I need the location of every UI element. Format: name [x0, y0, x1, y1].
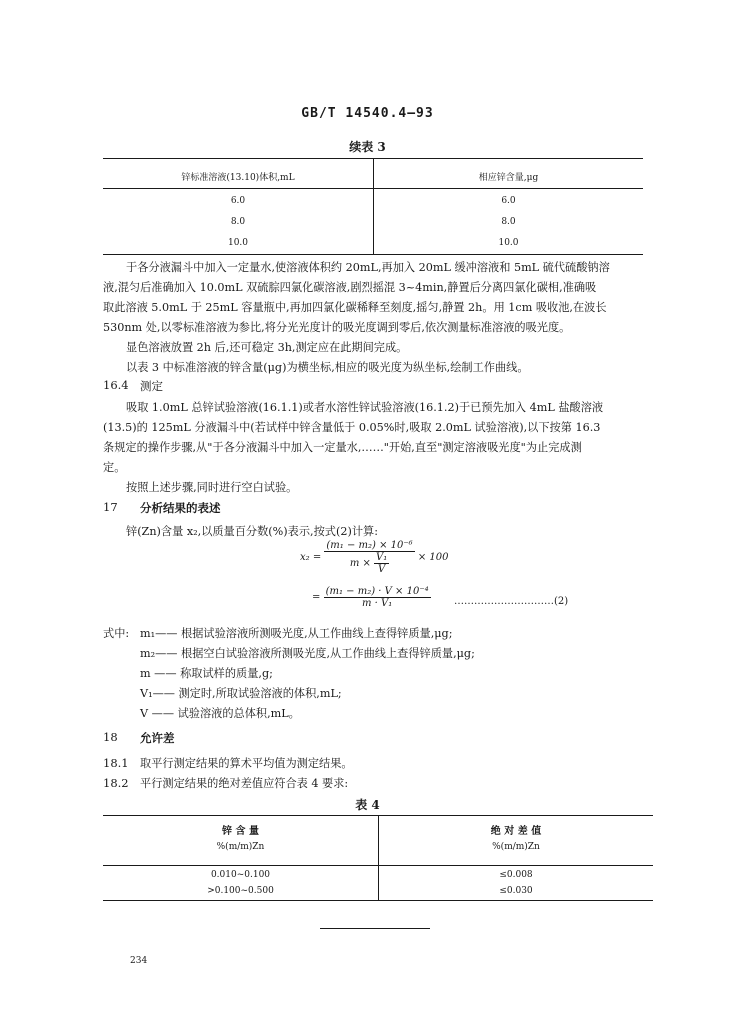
table4-cell: 0.010~0.100 — [210, 870, 271, 880]
page-number: 234 — [130, 956, 148, 966]
paragraph-line: 定。 — [103, 461, 126, 474]
formula-eq: = — [312, 592, 321, 603]
formula-den-m: m × — [349, 558, 371, 569]
formula-lhs: x₂ = — [300, 552, 322, 563]
section-title: 允许差 — [140, 731, 175, 745]
paragraph-line: 按照上述步骤,同时进行空白试验。 — [126, 481, 298, 494]
table4-col2-header: 绝 对 差 值 — [490, 826, 542, 837]
table3-cell: 10.0 — [498, 238, 519, 248]
section-number: 17 — [103, 500, 118, 514]
end-rule — [320, 928, 430, 929]
table3-cell: 8.0 — [230, 217, 246, 227]
section-number: 18.1 — [103, 756, 129, 770]
where-item: V —— 试验溶液的总体积,mL。 — [140, 707, 300, 720]
paragraph-line: 吸取 1.0mL 总锌试验溶液(16.1.1)或者水溶性锌试验溶液(16.1.2)于已预先加入 4mL 盐酸溶液 — [126, 401, 604, 414]
section-number: 16.4 — [103, 378, 129, 392]
paragraph-line: 液,混匀后准确加入 10.0mL 双硫腙四氯化碳溶液,剧烈摇混 3~4min,静置后分离四氯化碳相,准确吸 — [103, 281, 597, 294]
formula-inner-fraction — [374, 552, 389, 575]
where-item: m₁—— 根据试验溶液所测吸光度,从工作曲线上查得锌质量,μg; — [140, 627, 453, 640]
table4-cell: >0.100~0.500 — [207, 886, 274, 896]
formula-tag: …………………………(2) — [454, 596, 569, 607]
formula-numerator: (m₁ − m₂) · V × 10⁻⁴ — [325, 586, 429, 597]
paragraph-line: 取平行测定结果的算术平均值为测定结果。 — [140, 757, 353, 770]
section-title: 测定 — [140, 379, 163, 393]
paragraph-line: 锌(Zn)含量 x₂,以质量百分数(%)表示,按式(2)计算: — [126, 525, 378, 538]
paragraph-line: 取此溶液 5.0mL 于 25mL 容量瓶中,再加四氯化碳稀释至刻度,摇匀,静置 2h。用 1cm 吸收池,在波长 — [103, 301, 607, 314]
table3-cell: 6.0 — [230, 196, 246, 206]
standard-number-header: GB/T 14540.4—93 — [301, 106, 434, 121]
table4-col1-subheader: %(m/m)Zn — [216, 842, 265, 852]
where-intro: 式中: — [103, 627, 130, 640]
table4-bottom-rule — [103, 900, 653, 901]
formula-fraction — [324, 586, 431, 609]
formula-line-2 — [312, 586, 431, 609]
table3-col1-header: 锌标准溶液(13.10)体积,mL — [181, 173, 295, 183]
formula-denominator — [324, 552, 414, 575]
section-title: 分析结果的表述 — [140, 501, 221, 515]
formula-inner-num: V₁ — [376, 552, 388, 563]
table3-header-rule — [103, 188, 643, 189]
formula-tail: × 100 — [417, 552, 449, 563]
where-item: m —— 称取试样的质量,g; — [140, 667, 273, 680]
paragraph-line: 条规定的操作步骤,从"于各分液漏斗中加入一定量水,……"开始,直至"测定溶液吸光度"为止完成测 — [103, 441, 582, 454]
table3-caption: 续表 3 — [349, 140, 386, 154]
table4-caption: 表 4 — [355, 798, 380, 812]
table4-cell: ≤0.030 — [499, 886, 533, 896]
paragraph-line: 于各分液漏斗中加入一定量水,使溶液体积约 20mL,再加入 20mL 缓冲溶液和 5mL 硫代硫酸钠溶 — [126, 261, 610, 274]
paragraph-line: (13.5)的 125mL 分液漏斗中(若试样中锌含量低于 0.05%时,吸取 2.0mL 试验溶液),以下按第 16.3 — [103, 421, 601, 434]
table4-col2-subheader: %(m/m)Zn — [492, 842, 540, 852]
formula-fraction — [324, 540, 414, 575]
table3-cell: 10.0 — [227, 238, 249, 248]
table4-header-rule — [103, 865, 653, 866]
paragraph-line: 显色溶液放置 2h 后,还可稳定 3h,测定应在此期间完成。 — [126, 341, 408, 354]
formula-denominator: m · V₁ — [361, 598, 393, 609]
table4-col1-header: 锌 含 量 — [222, 826, 259, 837]
formula-inner-den: V — [378, 564, 386, 575]
table4-cell: ≤0.008 — [499, 870, 533, 880]
where-item: V₁—— 测定时,所取试验溶液的体积,mL; — [140, 687, 342, 700]
table3-col2-header: 相应锌含量,μg — [478, 173, 539, 183]
table3-cell: 6.0 — [501, 196, 516, 206]
where-item: m₂—— 根据空白试验溶液所测吸光度,从工作曲线上查得锌质量,μg; — [140, 647, 475, 660]
formula-numerator: (m₁ − m₂) × 10⁻⁶ — [326, 540, 413, 551]
paragraph-line: 以表 3 中标准溶液的锌含量(μg)为横坐标,相应的吸光度为纵坐标,绘制工作曲线。 — [126, 361, 529, 374]
paragraph-line: 平行测定结果的绝对差值应符合表 4 要求: — [140, 777, 349, 790]
table3-cell: 8.0 — [501, 217, 516, 227]
section-number: 18.2 — [103, 776, 129, 790]
section-number: 18 — [103, 730, 118, 744]
table3-bottom-rule — [103, 254, 643, 255]
formula-line-1 — [300, 540, 449, 575]
paragraph-line: 530nm 处,以零标准溶液为参比,将分光光度计的吸光度调到零后,依次测量标准溶液的吸光度。 — [103, 321, 571, 334]
